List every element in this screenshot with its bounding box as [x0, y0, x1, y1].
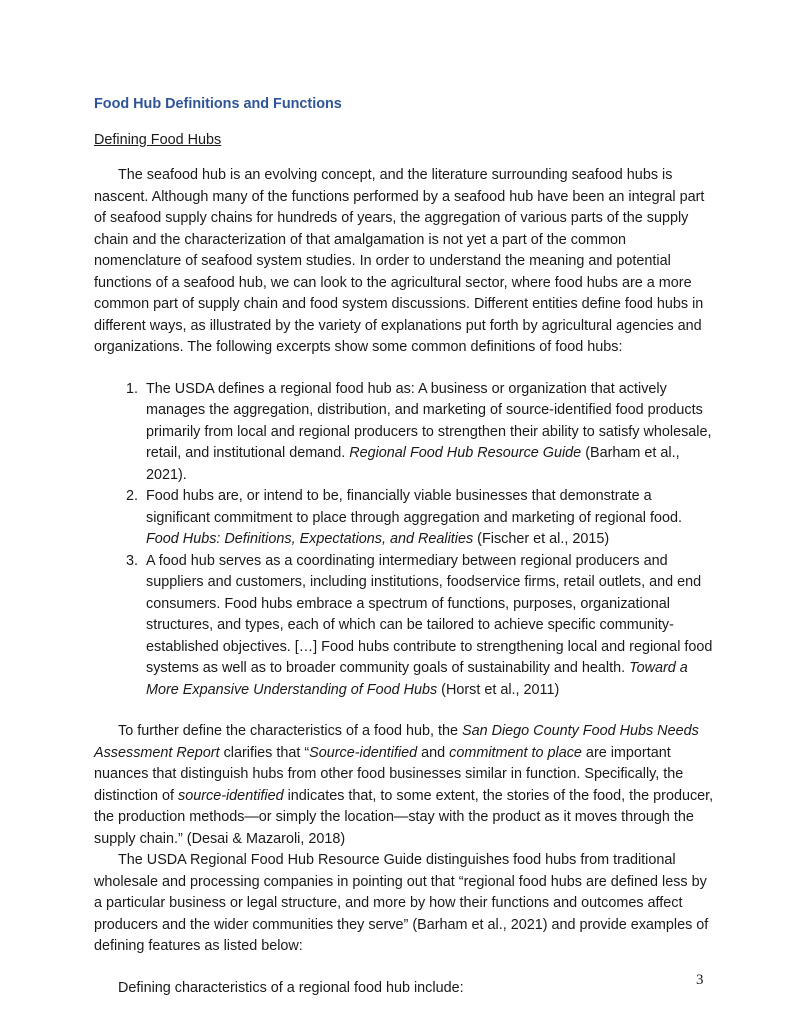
definition-item	[142, 486, 714, 551]
source-title: Toward a More Expansive Understanding of Food Hubs	[146, 660, 688, 698]
term: source-identified	[178, 787, 284, 804]
text-run: clarifies that “	[219, 744, 310, 761]
citation: (Horst et al., 2011)	[437, 681, 560, 698]
text-run: indicates that, to some extent, the stories of the food, the producer, the production methods—or simply the location—stay with the product as it moves through the supply chain.” (Desai & Mazaroli, 2018)	[94, 787, 714, 847]
citation: (Fischer et al., 2015)	[473, 531, 610, 547]
definition-text: A food hub serves as a coordinating intermediary between regional producers and suppliers and customers, including institutions, foodservice firms, retail outlets, and end consumers. Food hubs embrace a spectrum of functions, purposes, organizational structures, and types, each of which can be tailored to achieve specific community-established objectives. […] Food hubs contribute to strengthening local and regional food systems as well as to broader community goals of sustainability and health.	[146, 552, 713, 676]
term: commitment to place	[449, 744, 582, 761]
term: Source-identified	[309, 744, 418, 761]
section-title: Food Hub Definitions and Functions	[94, 96, 342, 112]
citation: (Barham et al., 2021).	[146, 445, 680, 483]
source-title: Food Hubs: Definitions, Expectations, and Realities	[146, 531, 474, 547]
page-number: 3	[696, 972, 704, 988]
subheading: Defining Food Hubs	[94, 131, 222, 148]
definition-text: Food hubs are, or intend to be, financially viable businesses that demonstrate a significant commitment to place through aggregation and marketing of regional food.	[146, 488, 682, 526]
definition-item	[142, 379, 714, 487]
source-title: Regional Food Hub Resource Guide	[349, 445, 582, 461]
intro-paragraph: The seafood hub is an evolving concept, and the literature surrounding seafood hubs is nascent. Although many of the functions performed by a seafood hub have been an integral part of seafood supply chains for hundreds of years, the aggregation of various parts of the supply chain and the characterization of that amalgamation is not yet a part of the common nomenclature of seafood system studies. In order to understand the meaning and potential functions of a seafood hub, we can look to the agricultural sector, where food hubs are a more common part of supply chain and food system discussions. Different entities define food hubs in different ways, as illustrated by the variety of explanations put forth by agricultural agencies and organizations. The following excerpts show some common definitions of food hubs:	[94, 167, 705, 355]
text-run: are important nuances that distinguish hubs from other food businesses similar in function. Specifically, the distinction of	[94, 744, 684, 804]
san-diego-paragraph	[94, 721, 714, 850]
document-page	[94, 94, 714, 999]
definitions-list	[94, 379, 714, 702]
report-title: San Diego County Food Hubs Needs Assessment Report	[94, 723, 699, 761]
usda-paragraph: The USDA Regional Food Hub Resource Guide distinguishes food hubs from traditional wholesale and processing companies in pointing out that “regional food hubs are defined less by a particular business or legal structure, and more by how their functions and outcomes affect producers and the wider communities they serve” (Barham et al., 2021) and provide examples of defining features as listed below:	[94, 852, 709, 954]
definition-item	[142, 551, 714, 702]
text-run: and	[417, 744, 450, 761]
definition-text: The USDA defines a regional food hub as: A business or organization that actively manages the aggregation, distribution, and marketing of source-identified food products primarily from local and regional producers to strengthen their ability to satisfy wholesale, retail, and institutional demand.	[146, 380, 712, 461]
text-run: To further define the characteristics of a food hub, the	[118, 723, 462, 739]
characteristics-paragraph: Defining characteristics of a regional food hub include:	[118, 979, 464, 996]
